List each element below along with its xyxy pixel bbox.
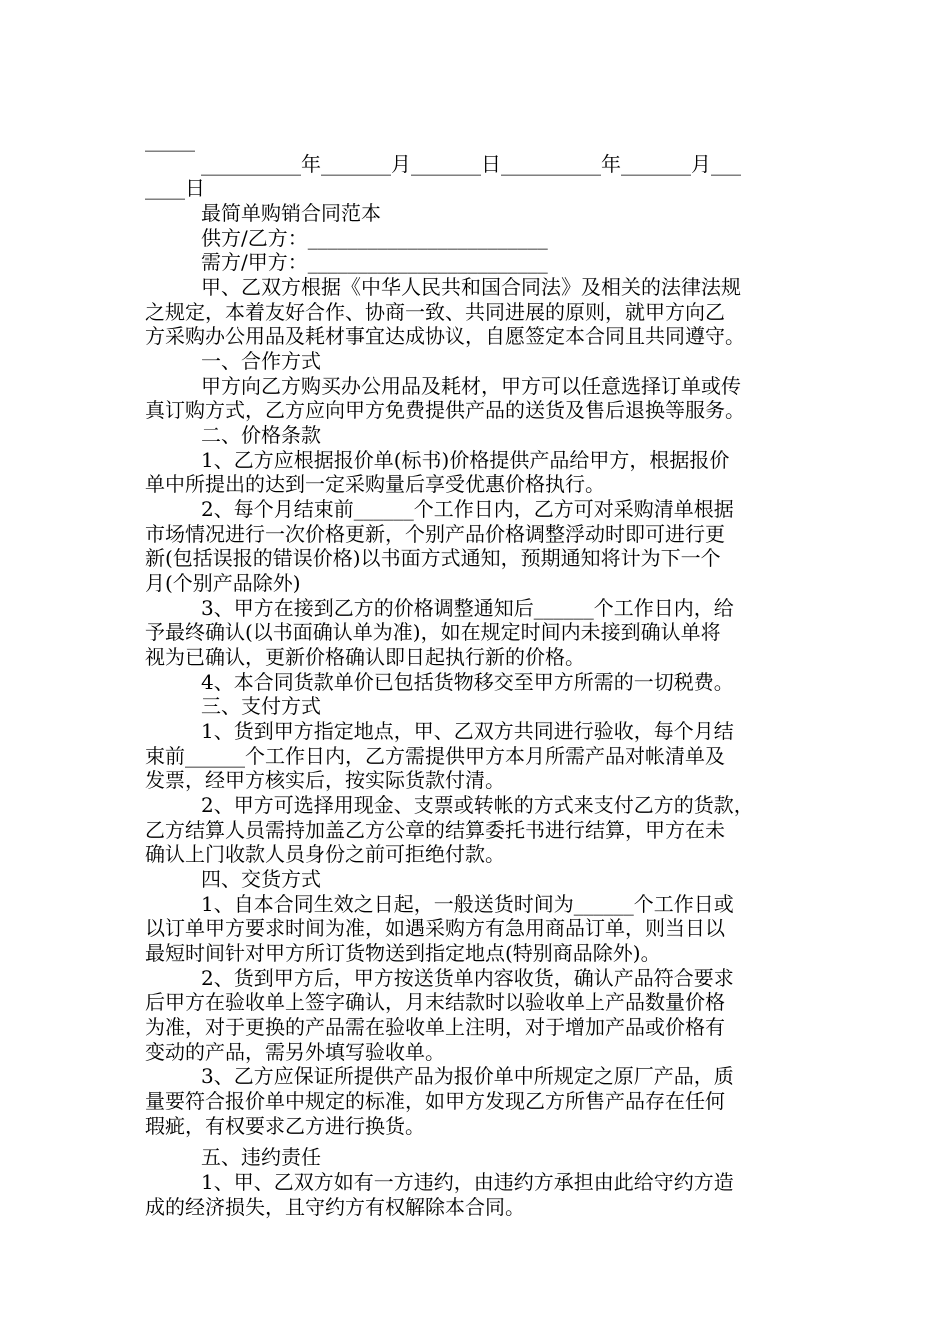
header-rule: _____ [145, 128, 195, 152]
paragraph-line: 新(包括误报的错误价格)以书面方式通知，预期通知将计为下一个 [145, 546, 721, 570]
paragraph-line: 4、本合同货款单价已包括货物移交至甲方所需的一切税费。 [201, 670, 734, 694]
paragraph-line: 确认上门收款人员身份之前可拒绝付款。 [145, 842, 505, 866]
paragraph-line: 发票，经甲方核实后，按实际货款付清。 [145, 768, 505, 792]
paragraph-line: 予最终确认(以书面确认单为准)，如在规定时间内未接到确认单将 [145, 620, 721, 644]
paragraph-line: 甲、乙双方根据《中华人民共和国合同法》及相关的法律法规 [201, 275, 741, 299]
section-heading: 三、支付方式 [201, 694, 321, 718]
paragraph-line: 以订单甲方要求时间为准，如遇采购方有急用商品订单，则当日以 [145, 916, 725, 940]
paragraph-line: 最短时间针对甲方所订货物送到指定地点(特别商品除外)。 [145, 941, 661, 965]
paragraph-line: 方采购办公用品及耗材事宜达成协议，自愿签定本合同且共同遵守。 [145, 324, 745, 348]
document-title: 最简单购销合同范本 [201, 201, 381, 225]
paragraph-line: 1、甲、乙双方如有一方违约，由违约方承担由此给守约方造 [201, 1170, 734, 1194]
paragraph-line: 1、乙方应根据报价单(标书)价格提供产品给甲方，根据报价 [201, 448, 730, 472]
paragraph-line: 2、货到甲方后，甲方按送货单内容收货，确认产品符合要求 [201, 966, 734, 990]
paragraph-line: 束前______个工作日内，乙方需提供甲方本月所需产品对帐清单及 [145, 744, 725, 768]
paragraph-line: 3、甲方在接到乙方的价格调整通知后______个工作日内，给 [201, 596, 734, 620]
paragraph-line: 单中所提出的达到一定采购量后享受优惠价格执行。 [145, 472, 605, 496]
paragraph-line: 成的经济损失，且守约方有权解除本合同。 [145, 1195, 525, 1219]
paragraph-line: 2、甲方可选择用现金、支票或转帐的方式来支付乙方的货款， [201, 793, 754, 817]
paragraph-line: 后甲方在验收单上签字确认，月末结款时以验收单上产品数量价格 [145, 990, 725, 1014]
paragraph-line: 瑕疵，有权要求乙方进行换货。 [145, 1114, 425, 1138]
section-heading: 四、交货方式 [201, 867, 321, 891]
paragraph-line: 之规定，本着友好合作、协商一致、共同进展的原则，就甲方向乙 [145, 300, 725, 324]
section-heading: 五、违约责任 [201, 1145, 321, 1169]
paragraph-line: 1、货到甲方指定地点，甲、乙双方共同进行验收，每个月结 [201, 719, 734, 743]
paragraph-line: 量要符合报价单中规定的标准，如甲方发现乙方所售产品存在任何 [145, 1089, 725, 1113]
section-heading: 一、合作方式 [201, 349, 321, 373]
paragraph-line: 2、每个月结束前______个工作日内，乙方可对采购清单根据 [201, 497, 734, 521]
date-line-continued: ____日 [145, 176, 205, 200]
paragraph-line: 市场情况进行一次价格更新，个别产品价格调整浮动时即可进行更 [145, 522, 725, 546]
paragraph-line: 甲方向乙方购买办公用品及耗材，甲方可以任意选择订单或传 [201, 374, 741, 398]
date-line: __________年_______月_______日__________年_______月___ [201, 152, 741, 176]
paragraph-line: 真订购方式，乙方应向甲方免费提供产品的送货及售后退换等服务。 [145, 398, 745, 422]
section-heading: 二、价格条款 [201, 423, 321, 447]
paragraph-line: 为准，对于更换的产品需在验收单上注明，对于增加产品或价格有 [145, 1015, 725, 1039]
paragraph-line: 视为已确认，更新价格确认即日起执行新的价格。 [145, 645, 585, 669]
buyer-field: 需方/甲方：________________________ [201, 250, 548, 274]
paragraph-line: 3、乙方应保证所提供产品为报价单中所规定之原厂产品，质 [201, 1064, 734, 1088]
paragraph-line: 乙方结算人员需持加盖乙方公章的结算委托书进行结算，甲方在未 [145, 818, 725, 842]
paragraph-line: 变动的产品，需另外填写验收单。 [145, 1040, 445, 1064]
paragraph-line: 月(个别产品除外) [145, 571, 301, 595]
supplier-field: 供方/乙方：________________________ [201, 226, 548, 250]
paragraph-line: 1、自本合同生效之日起，一般送货时间为______个工作日或 [201, 892, 734, 916]
